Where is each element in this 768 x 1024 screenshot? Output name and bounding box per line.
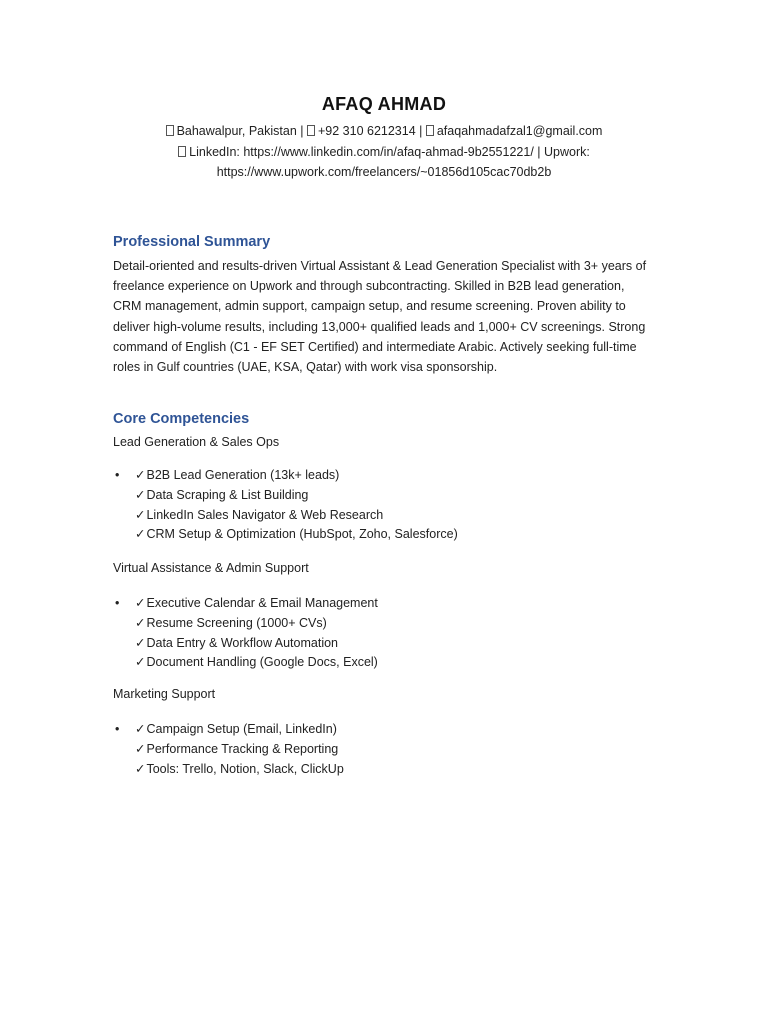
competency-group-heading: Virtual Assistance & Admin Support: [113, 561, 309, 575]
linkedin-upwork-text[interactable]: LinkedIn: https://www.linkedin.com/in/afaq-ahmad-9b2551221/ | Upwork:: [189, 144, 590, 159]
linkedin-icon: [178, 146, 186, 157]
bullet-marker: •: [115, 722, 120, 736]
competency-text: Executive Calendar & Email Management: [146, 596, 378, 610]
summary-paragraph: [113, 256, 668, 377]
check-icon: ✓: [135, 741, 146, 756]
check-icon: ✓: [135, 722, 146, 736]
contact-line-2: [0, 142, 768, 163]
competency-text: Tools: Trello, Notion, Slack, ClickUp: [146, 761, 344, 776]
summary-line: freelance experience on Upwork and through subcontracting. Skilled in B2B lead generation,: [113, 279, 625, 294]
phone-icon: [307, 125, 315, 136]
upwork-url[interactable]: https://www.upwork.com/freelancers/~01856d105cac70db2b: [216, 165, 552, 179]
competency-group-heading: Lead Generation & Sales Ops: [113, 435, 280, 449]
check-icon: ✓: [135, 761, 146, 776]
check-icon: ✓: [135, 615, 146, 630]
competency-group-heading: Marketing Support: [113, 687, 216, 701]
bullet-marker: •: [115, 468, 120, 482]
summary-line: roles in Gulf countries (UAE, KSA, Qatar) with work visa sponsorship.: [113, 360, 498, 375]
section-title-summary: Professional Summary: [113, 234, 271, 250]
section-title-competencies: Core Competencies: [113, 411, 250, 427]
competency-text: Data Entry & Workflow Automation: [146, 635, 339, 650]
competency-text: Performance Tracking & Reporting: [146, 741, 339, 756]
bullet-marker: •: [115, 596, 120, 610]
check-icon: ✓: [135, 635, 146, 650]
contact-block: [0, 121, 768, 183]
competency-text: Document Handling (Google Docs, Excel): [146, 655, 378, 670]
competency-text: Resume Screening (1000+ CVs): [146, 615, 327, 630]
check-icon: ✓: [135, 507, 146, 522]
check-icon: ✓: [135, 596, 146, 610]
location-text: Bahawalpur, Pakistan |: [176, 124, 307, 138]
contact-line-1: [0, 121, 768, 142]
email-link[interactable]: afaqahmadafzal1@gmail.com: [436, 124, 603, 138]
check-icon: ✓: [135, 527, 146, 542]
phone-text: +92 310 6212314 |: [317, 124, 426, 138]
check-icon: ✓: [135, 468, 146, 482]
summary-line: deliver high-volume results, including 13,000+ qualified leads and 1,000+ CV screenings. Strong: [113, 319, 646, 334]
competency-text: LinkedIn Sales Navigator & Web Research: [146, 507, 384, 522]
email-icon: [426, 125, 434, 136]
check-icon: ✓: [135, 655, 146, 670]
location-icon: [166, 125, 174, 136]
candidate-name: AFAQ AHMAD: [321, 94, 447, 114]
competency-text: CRM Setup & Optimization (HubSpot, Zoho, Salesforce): [146, 527, 458, 542]
competency-text: B2B Lead Generation (13k+ leads): [146, 468, 340, 482]
competency-text: Campaign Setup (Email, LinkedIn): [146, 722, 337, 736]
check-icon: ✓: [135, 487, 146, 502]
summary-line: command of English (C1 - EF SET Certified) and intermediate Arabic. Actively seeking full-time: [113, 339, 637, 354]
competency-text: Data Scraping & List Building: [146, 487, 309, 502]
summary-line: Detail-oriented and results-driven Virtual Assistant & Lead Generation Specialist with 3+ years of: [113, 259, 647, 273]
summary-line: CRM management, admin support, campaign setup, and resume screening. Proven ability to: [113, 299, 626, 314]
